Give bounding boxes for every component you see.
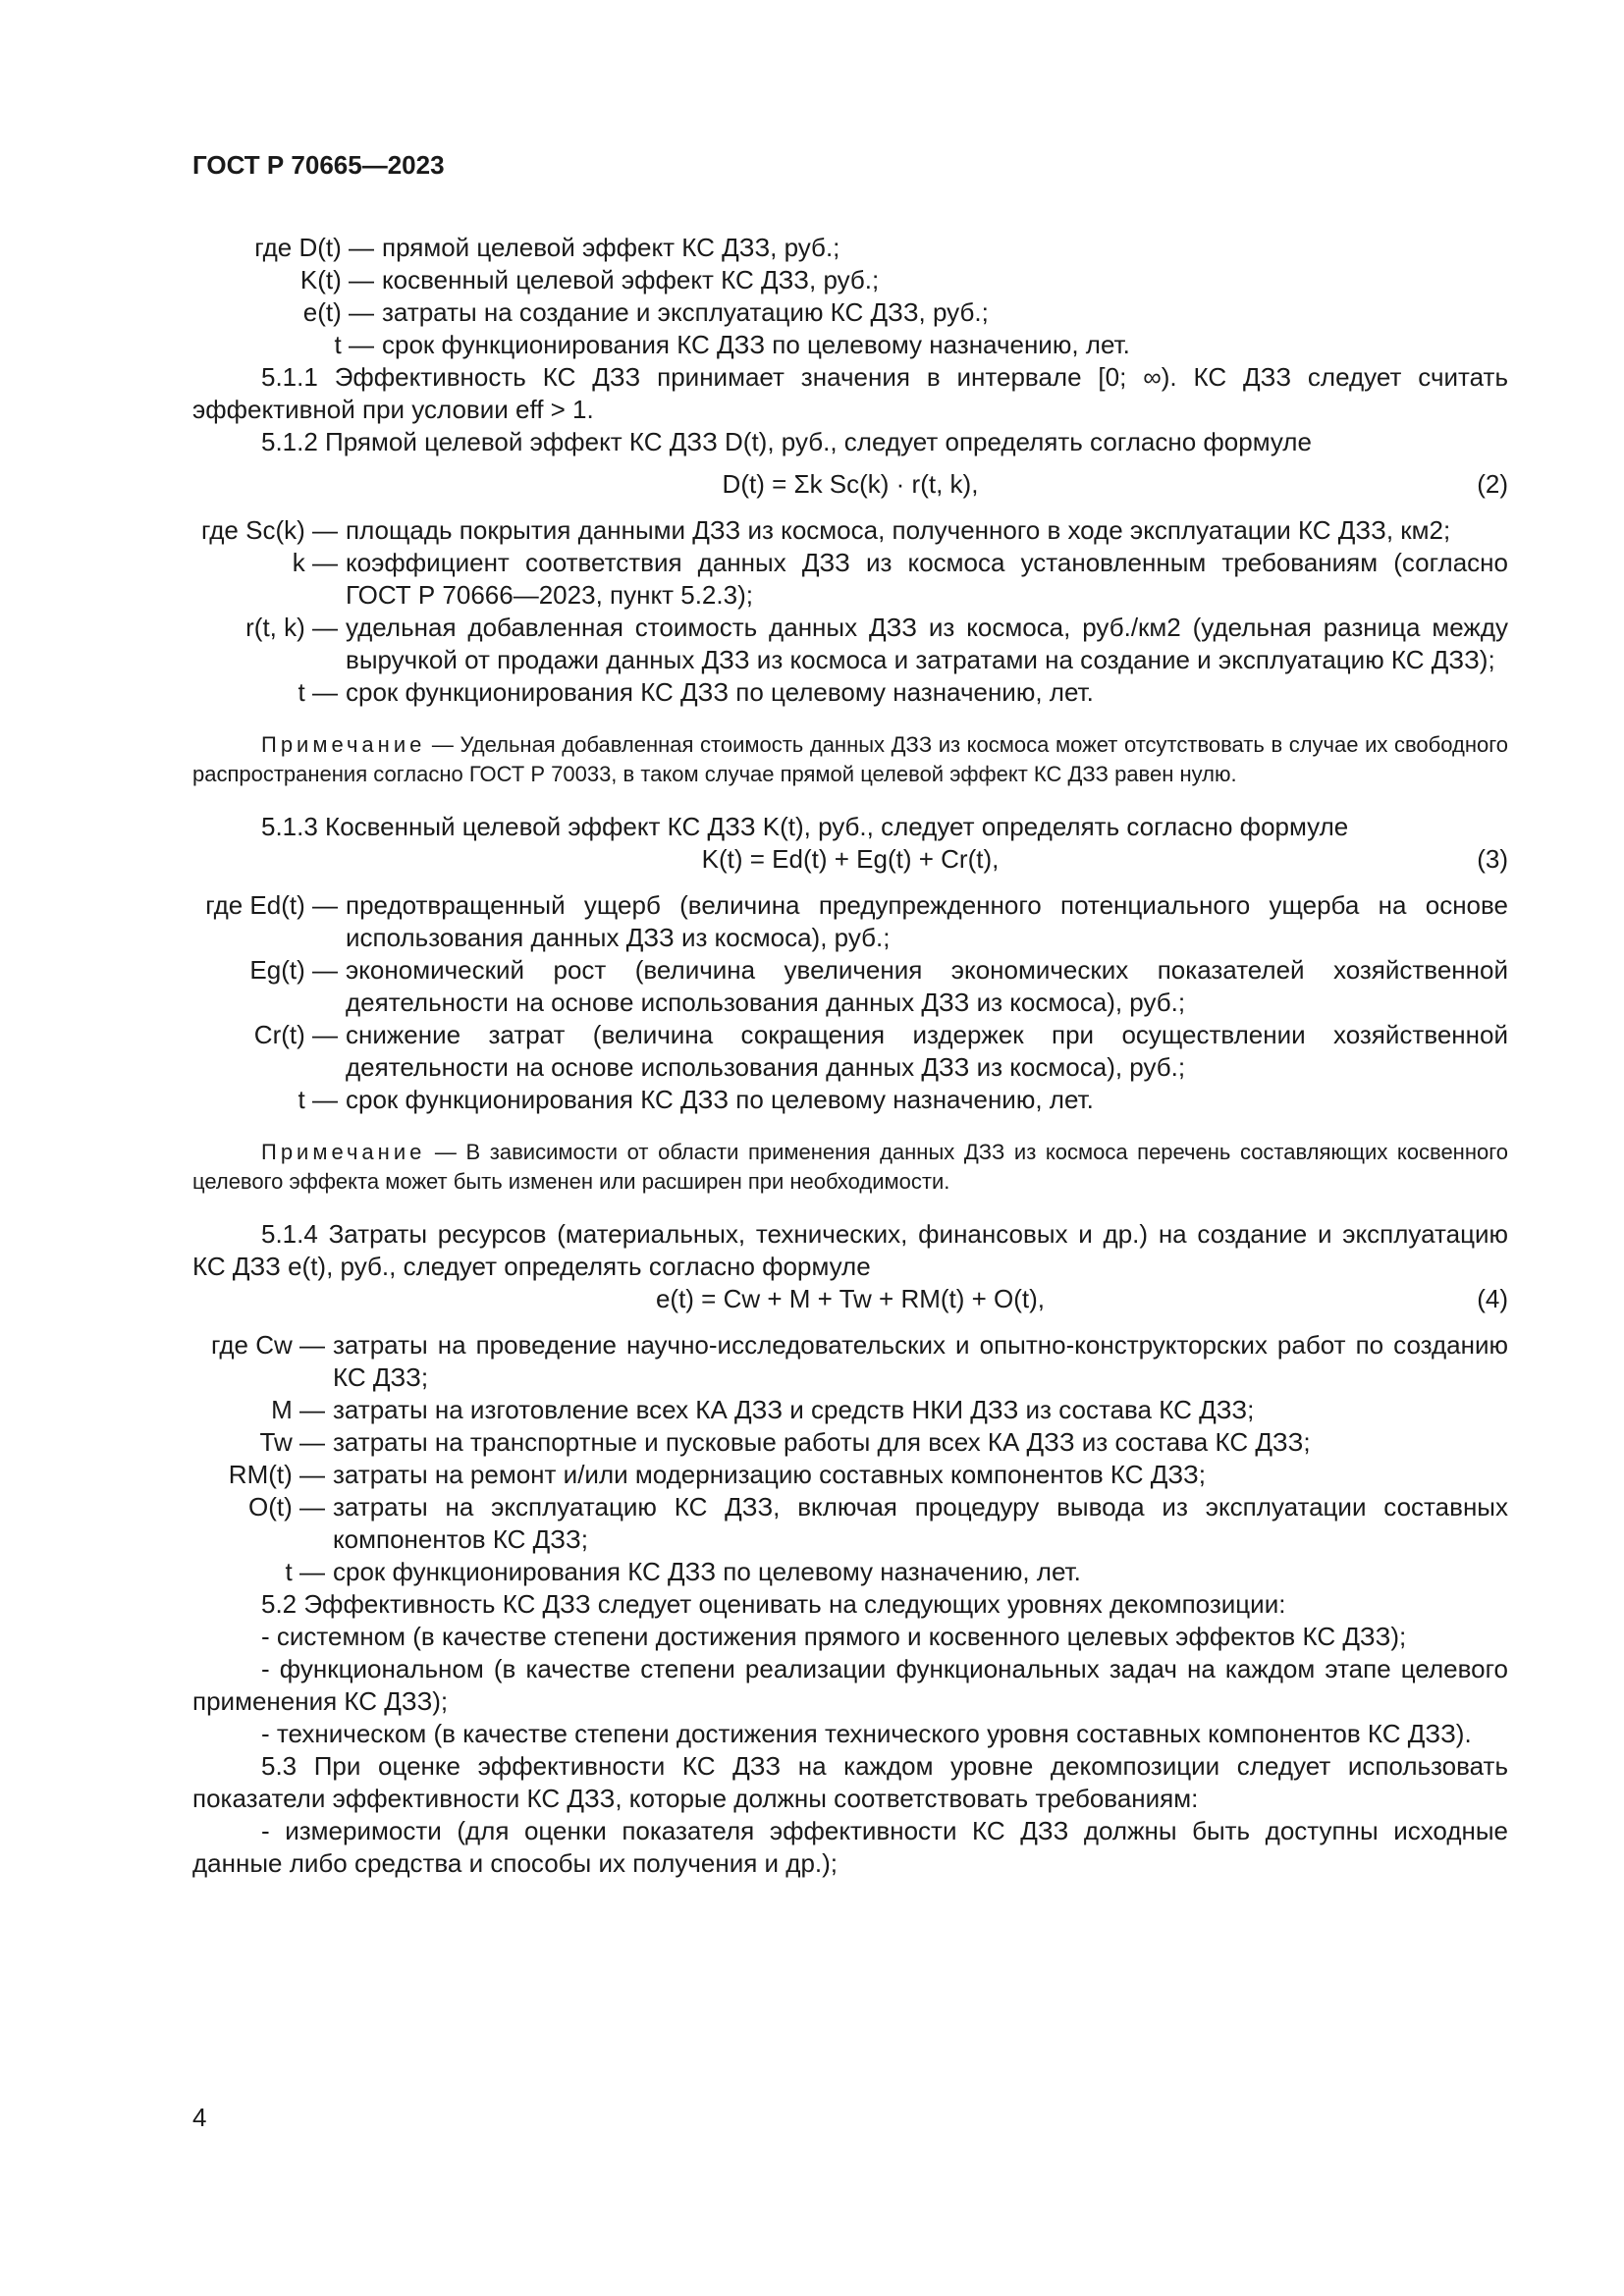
paragraph-5-1-2: 5.1.2 Прямой целевой эффект КС ДЗЗ D(t), руб., следует определять согласно формуле	[261, 427, 1312, 456]
definition-term: где Sc(k) —	[200, 515, 338, 545]
definitions-formula-4	[192, 1329, 1508, 1588]
note-text: — Удельная добавленная стоимость данных ДЗЗ из космоса может отсутствовать в случае их свободного распространения согласно ГОСТ Р 70033, в таком случае прямой целевой эффект КС ДЗЗ равен нулю.	[192, 732, 1508, 786]
definition-text: экономический рост (величина увеличения экономических показателей хозяйственной деятельности на основе использования данных ДЗЗ из космоса), руб.;	[346, 955, 1508, 1017]
definition-row	[192, 1394, 1508, 1426]
definitions-formula-2	[192, 514, 1508, 709]
definition-row	[192, 1459, 1508, 1491]
list-item: - функциональном (в качестве степени реализации функциональных задач на каждом этапе целевого применения КС ДЗЗ);	[192, 1654, 1508, 1716]
definition-row	[192, 232, 1508, 264]
definition-text: срок функционирования КС ДЗЗ по целевому назначению, лет.	[346, 677, 1094, 707]
definition-text: предотвращенный ущерб (величина предупрежденного потенциального ущерба на основе использования данных ДЗЗ из космоса), руб.;	[346, 890, 1508, 952]
page-number: 4	[192, 2103, 207, 2132]
paragraph-5-1-3: 5.1.3 Косвенный целевой эффект КС ДЗЗ K(t), руб., следует определять согласно формуле	[261, 812, 1349, 841]
definition-row	[192, 329, 1508, 361]
formula-number: (2)	[1477, 469, 1508, 499]
definition-term: RM(t) —	[228, 1460, 325, 1489]
note-1	[192, 730, 1508, 789]
list-item: - техническом (в качестве степени достижения технического уровня составных компонентов КС ДЗЗ).	[261, 1719, 1472, 1748]
paragraph-5-2: 5.2 Эффективность КС ДЗЗ следует оценивать на следующих уровнях декомпозиции:	[261, 1589, 1286, 1619]
definition-row	[192, 547, 1508, 612]
paragraph-5-1-4: 5.1.4 Затраты ресурсов (материальных, технических, финансовых и др.) на создание и эксплуатацию КС ДЗЗ e(t), руб., следует определять согласно формуле	[192, 1219, 1508, 1281]
definition-row	[192, 1084, 1508, 1116]
definition-term: O(t) —	[248, 1492, 325, 1522]
formula-expression: D(t) = Σk Sc(k) · r(t, k),	[722, 469, 979, 499]
definition-text: затраты на создание и эксплуатацию КС ДЗЗ, руб.;	[382, 297, 989, 327]
definition-text: косвенный целевой эффект КС ДЗЗ, руб.;	[382, 265, 880, 294]
definition-row	[192, 1329, 1508, 1394]
note-label: Примечание	[261, 732, 426, 757]
definition-text: затраты на транспортные и пусковые работы для всех КА ДЗЗ из состава КС ДЗЗ;	[333, 1427, 1311, 1457]
definition-row	[192, 676, 1508, 709]
definition-text: срок функционирования КС ДЗЗ по целевому назначению, лет.	[333, 1557, 1081, 1586]
definition-row	[192, 1426, 1508, 1459]
definition-text: затраты на проведение научно-исследовательских и опытно-конструкторских работ по созданию КС ДЗЗ;	[333, 1330, 1508, 1392]
definitions-formula-1	[192, 232, 1508, 361]
definition-row	[192, 1491, 1508, 1556]
formula-4	[192, 1283, 1508, 1315]
formula-3	[192, 843, 1508, 876]
definition-row	[192, 954, 1508, 1019]
list-item: - измеримости (для оценки показателя эффективности КС ДЗЗ должны быть доступны исходные данные либо средства и способы их получения и др.);	[192, 1816, 1508, 1878]
definition-term: K(t) —	[299, 265, 374, 294]
definition-row	[192, 889, 1508, 954]
formula-expression: e(t) = Cw + M + Tw + RM(t) + O(t),	[655, 1284, 1046, 1313]
definition-term: где Cw —	[211, 1330, 325, 1360]
definition-term: где D(t) —	[254, 233, 374, 262]
definitions-formula-3	[192, 889, 1508, 1116]
note-text: — В зависимости от области применения данных ДЗЗ из космоса перечень составляющих косвенного целевого эффекта может быть изменен или расширен при необходимости.	[192, 1140, 1508, 1194]
definition-term: t —	[285, 1557, 325, 1586]
formula-expression: K(t) = Ed(t) + Eg(t) + Cr(t),	[701, 844, 1000, 874]
definition-row	[192, 1556, 1508, 1588]
definition-text: срок функционирования КС ДЗЗ по целевому назначению, лет.	[346, 1085, 1094, 1114]
definition-row	[192, 296, 1508, 329]
definition-term: r(t, k) —	[245, 613, 338, 642]
definition-term: t —	[298, 677, 338, 707]
formula-2	[192, 468, 1508, 501]
definition-row	[192, 1019, 1508, 1084]
definition-row	[192, 264, 1508, 296]
document-header: ГОСТ Р 70665—2023	[192, 150, 445, 180]
definition-term: e(t) —	[302, 297, 374, 327]
definition-row	[192, 514, 1508, 547]
definition-term: Cr(t) —	[253, 1020, 338, 1049]
definition-term: k —	[292, 548, 338, 577]
formula-number: (4)	[1477, 1284, 1508, 1313]
note-label: Примечание	[261, 1140, 426, 1164]
formula-number: (3)	[1477, 844, 1508, 874]
definition-text: прямой целевой эффект КС ДЗЗ, руб.;	[382, 233, 840, 262]
definition-term: M —	[271, 1395, 325, 1424]
definition-text: снижение затрат (величина сокращения издержек при осуществлении хозяйственной деятельности на основе использования данных ДЗЗ из космоса), руб.;	[346, 1020, 1508, 1082]
paragraph-5-3: 5.3 При оценке эффективности КС ДЗЗ на каждом уровне декомпозиции следует использовать показатели эффективности КС ДЗЗ, которые должны соответствовать требованиям:	[192, 1751, 1508, 1813]
note-2	[192, 1138, 1508, 1197]
definition-text: площадь покрытия данными ДЗЗ из космоса, полученного в ходе эксплуатации КС ДЗЗ, км2;	[346, 515, 1451, 545]
paragraph-5-1-1: 5.1.1 Эффективность КС ДЗЗ принимает значения в интервале [0; ∞). КС ДЗЗ следует считать эффективной при условии eff > 1.	[192, 362, 1508, 424]
definition-term: где Ed(t) —	[205, 890, 338, 920]
definition-text: затраты на изготовление всех КА ДЗЗ и средств НКИ ДЗЗ из состава КС ДЗЗ;	[333, 1395, 1255, 1424]
definition-text: затраты на эксплуатацию КС ДЗЗ, включая процедуру вывода из эксплуатации составных компонентов КС ДЗЗ;	[333, 1492, 1508, 1554]
definition-term: t —	[334, 330, 374, 359]
list-item: - системном (в качестве степени достижения прямого и косвенного целевых эффектов КС ДЗЗ);	[261, 1622, 1407, 1651]
definition-text: коэффициент соответствия данных ДЗЗ из космоса установленным требованиям (согласно ГОСТ Р 70666—2023, пункт 5.2.3);	[346, 548, 1508, 610]
definition-row	[192, 612, 1508, 676]
definition-term: Eg(t) —	[249, 955, 338, 985]
document-body	[192, 232, 1508, 1880]
definition-text: затраты на ремонт и/или модернизацию составных компонентов КС ДЗЗ;	[333, 1460, 1206, 1489]
definition-text: срок функционирования КС ДЗЗ по целевому назначению, лет.	[382, 330, 1130, 359]
definition-text: удельная добавленная стоимость данных ДЗЗ из космоса, руб./км2 (удельная разница между выручкой от продажи данных ДЗЗ из космоса и затратами на создание и эксплуатацию КС ДЗЗ);	[346, 613, 1508, 674]
definition-term: t —	[298, 1085, 338, 1114]
definition-term: Tw —	[259, 1427, 325, 1457]
